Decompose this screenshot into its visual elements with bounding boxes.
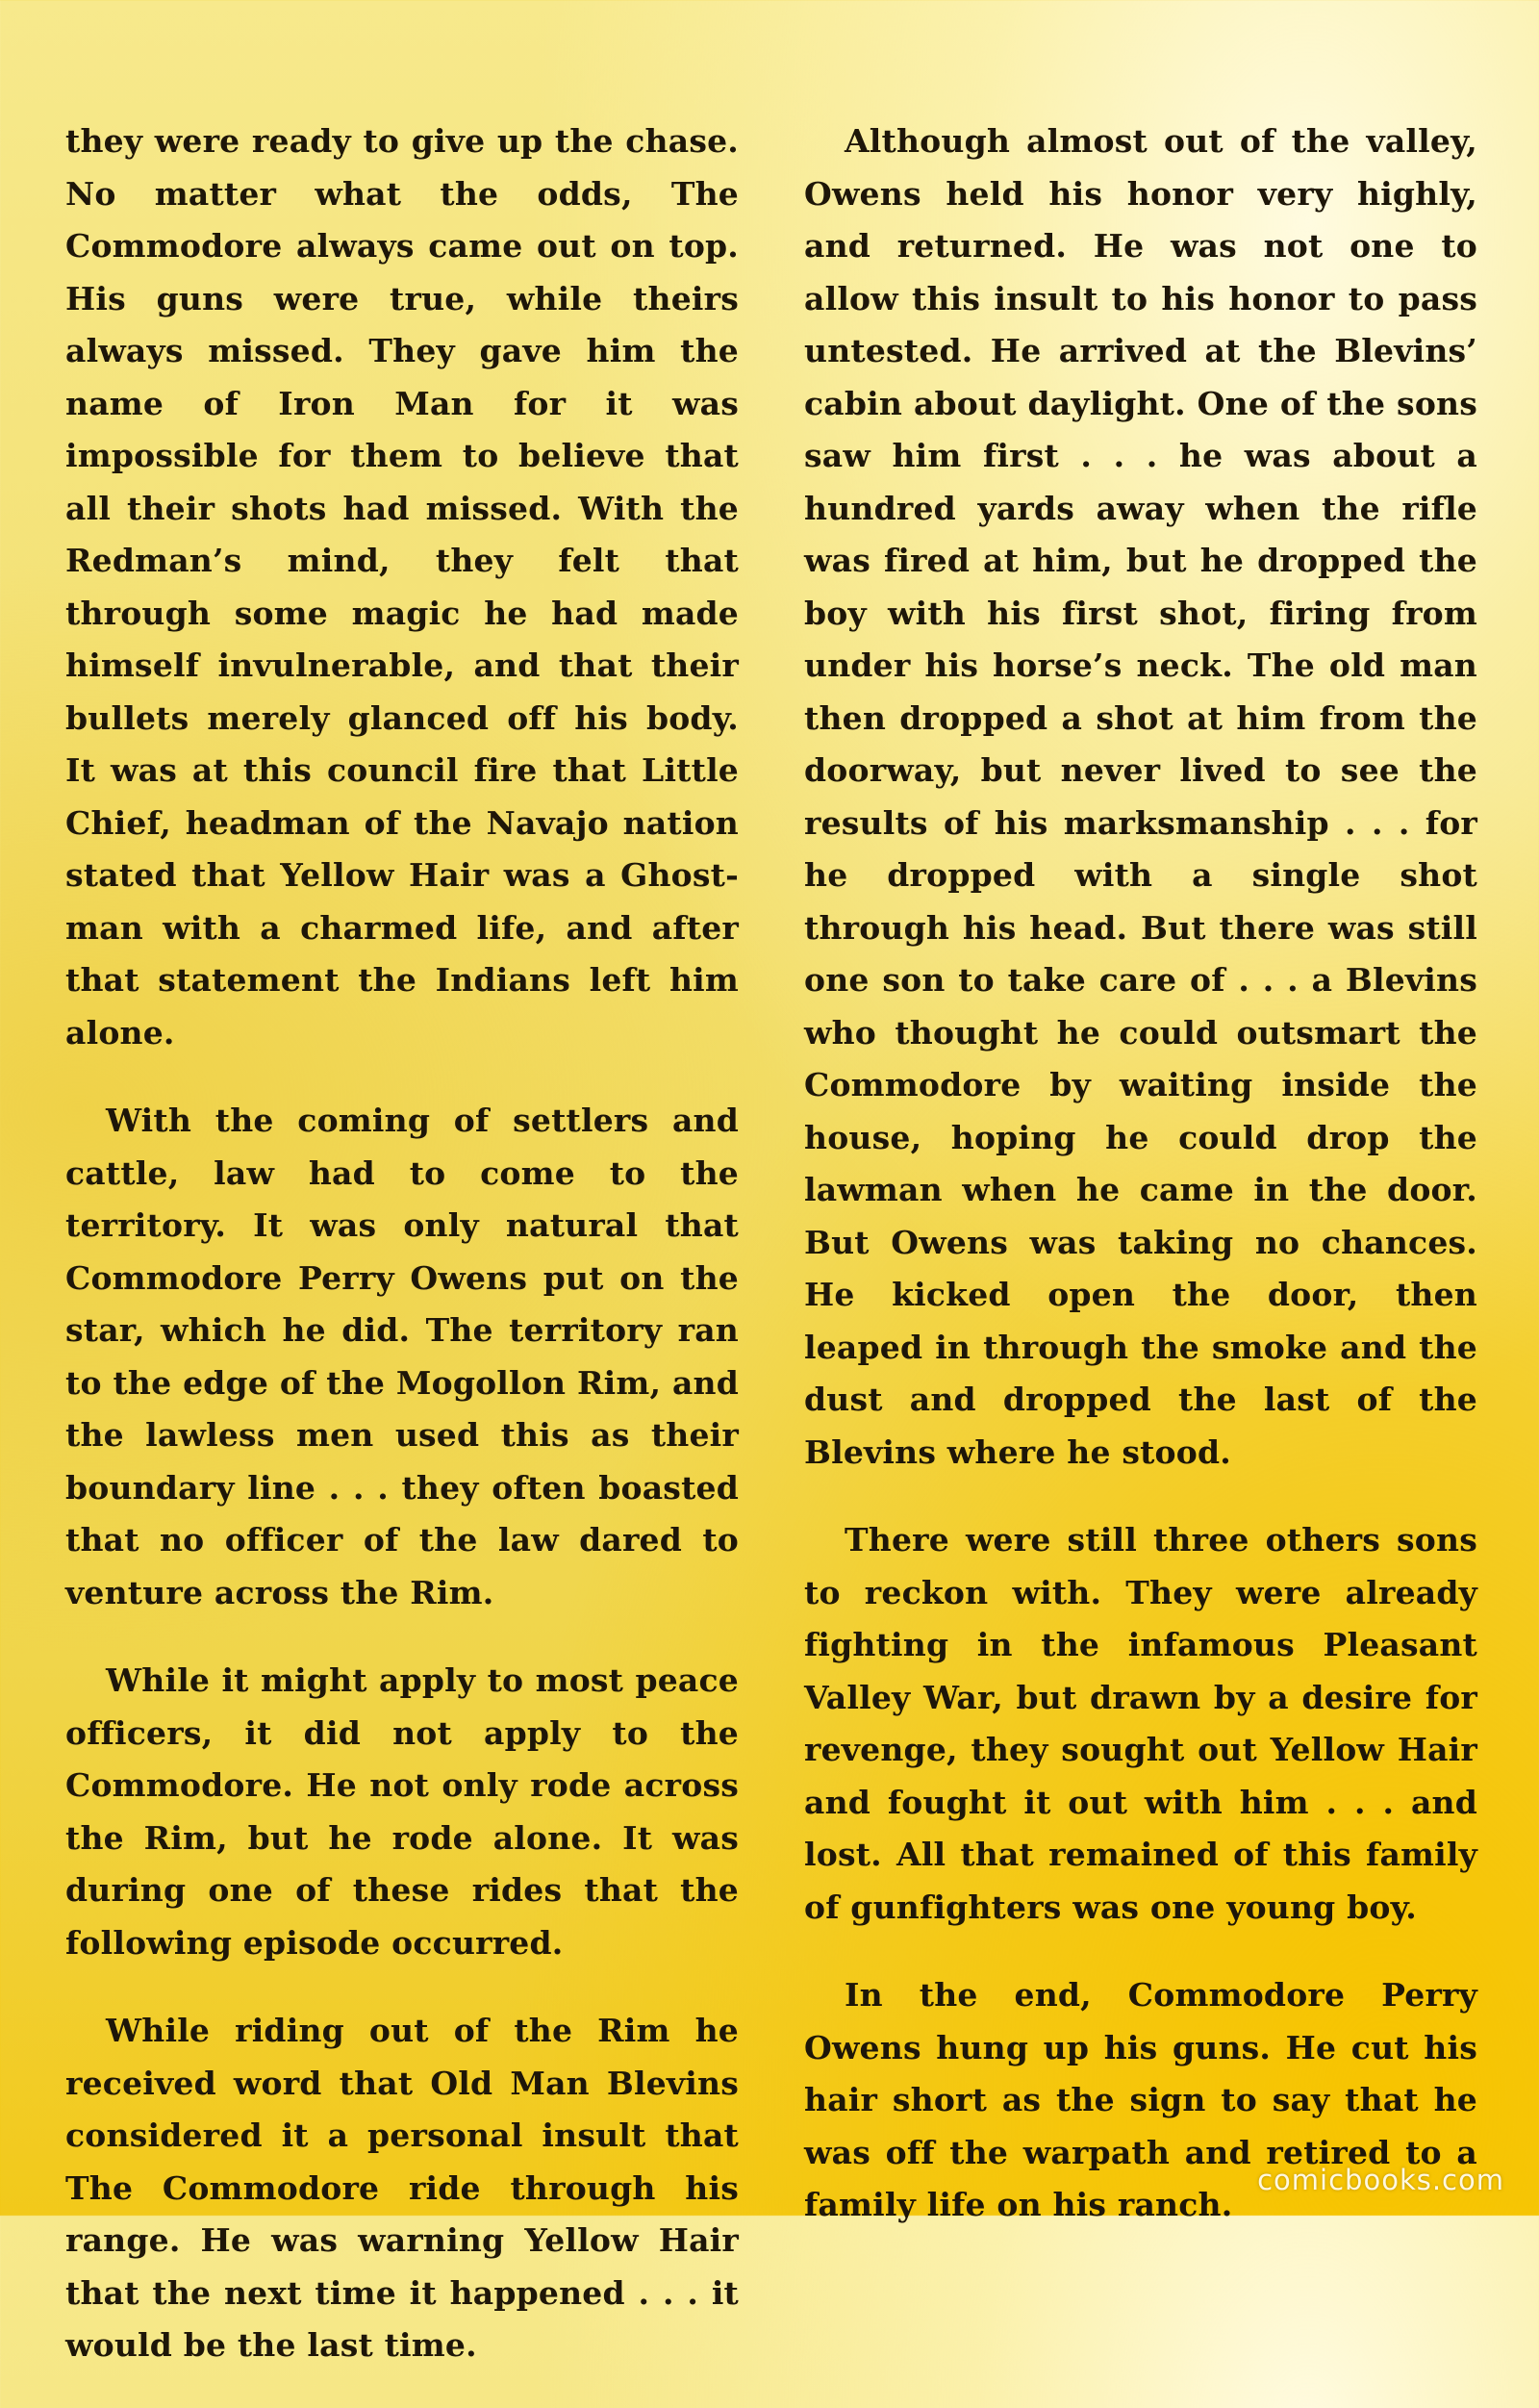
left-paragraph-4: While riding out of the Rim he received word that Old Man Blevins considered it a personal insult that The Commodore ride through his range. He was warning Yellow Hair that the next time it happened . . . it would be the last time. — [65, 2012, 739, 2364]
right-paragraph-1: Although almost out of the valley, Owens held his honor very highly, and returned. He was not one to allow this insult to his honor to pass untested. He arrived at the Blevins’ cabin about daylight. One of the sons saw him first . . . he was about a hundred yards away when the rifle was fired at him, but he dropped the boy with his first shot, firing from under his horse’s neck. The old man then dropped a shot at him from the doorway, but never lived to see the results of his marksmanship . . . for he dropped with a single shot through his head. But there was still one son to take care of . . . a Blevins who thought he could outsmart the Commodore by waiting inside the house, hoping he could drop the lawman when he came in the door. But Owens was taking no chances. He kicked open the door, then leaped in through the smoke and the dust and dropped the last of the Blevins where he stood. — [804, 122, 1477, 1471]
left-text-column — [65, 115, 739, 2408]
site-watermark: comicbooks.com — [1257, 2164, 1504, 2196]
right-paragraph-3: In the end, Commodore Perry Owens hung up his guns. He cut his hair short as the sign to say that he was off the warpath and retired to a family life on his ranch. — [804, 1976, 1477, 2223]
left-paragraph-3: While it might apply to most peace officers, it did not apply to the Commodore. He not only rode across the Rim, but he rode alone. It was during one of these rides that the following episode occurred. — [65, 1661, 739, 1962]
left-paragraph-1: they were ready to give up the chase. No matter what the odds, The Commodore always came out on top. His guns were true, while theirs always missed. They gave him the name of Iron Man for it was impossible for them to believe that all their shots had missed. With the Redman’s mind, they felt that through some magic he had made himself invulnerable, and that their bullets merely glanced off his body. It was at this council fire that Little Chief, headman of the Navajo nation stated that Yellow Hair was a Ghost-man with a charmed life, and after that statement the Indians left him alone. — [65, 122, 739, 1052]
left-paragraph-2: With the coming of settlers and cattle, law had to come to the territory. It was only natural that Commodore Perry Owens put on the star, which he did. The territory ran to the edge of the Mogollon Rim, and the lawless men used this as their boundary line . . . they often boasted that no officer of the law dared to venture across the Rim. — [65, 1102, 739, 1611]
right-text-column — [804, 115, 1477, 2268]
right-paragraph-2: There were still three others sons to reckon with. They were already fighting in the infamous Pleasant Valley War, but drawn by a desire for revenge, they sought out Yellow Hair and fought it out with him . . . and lost. All that remained of this family of gunfighters was one young boy. — [804, 1521, 1477, 1926]
